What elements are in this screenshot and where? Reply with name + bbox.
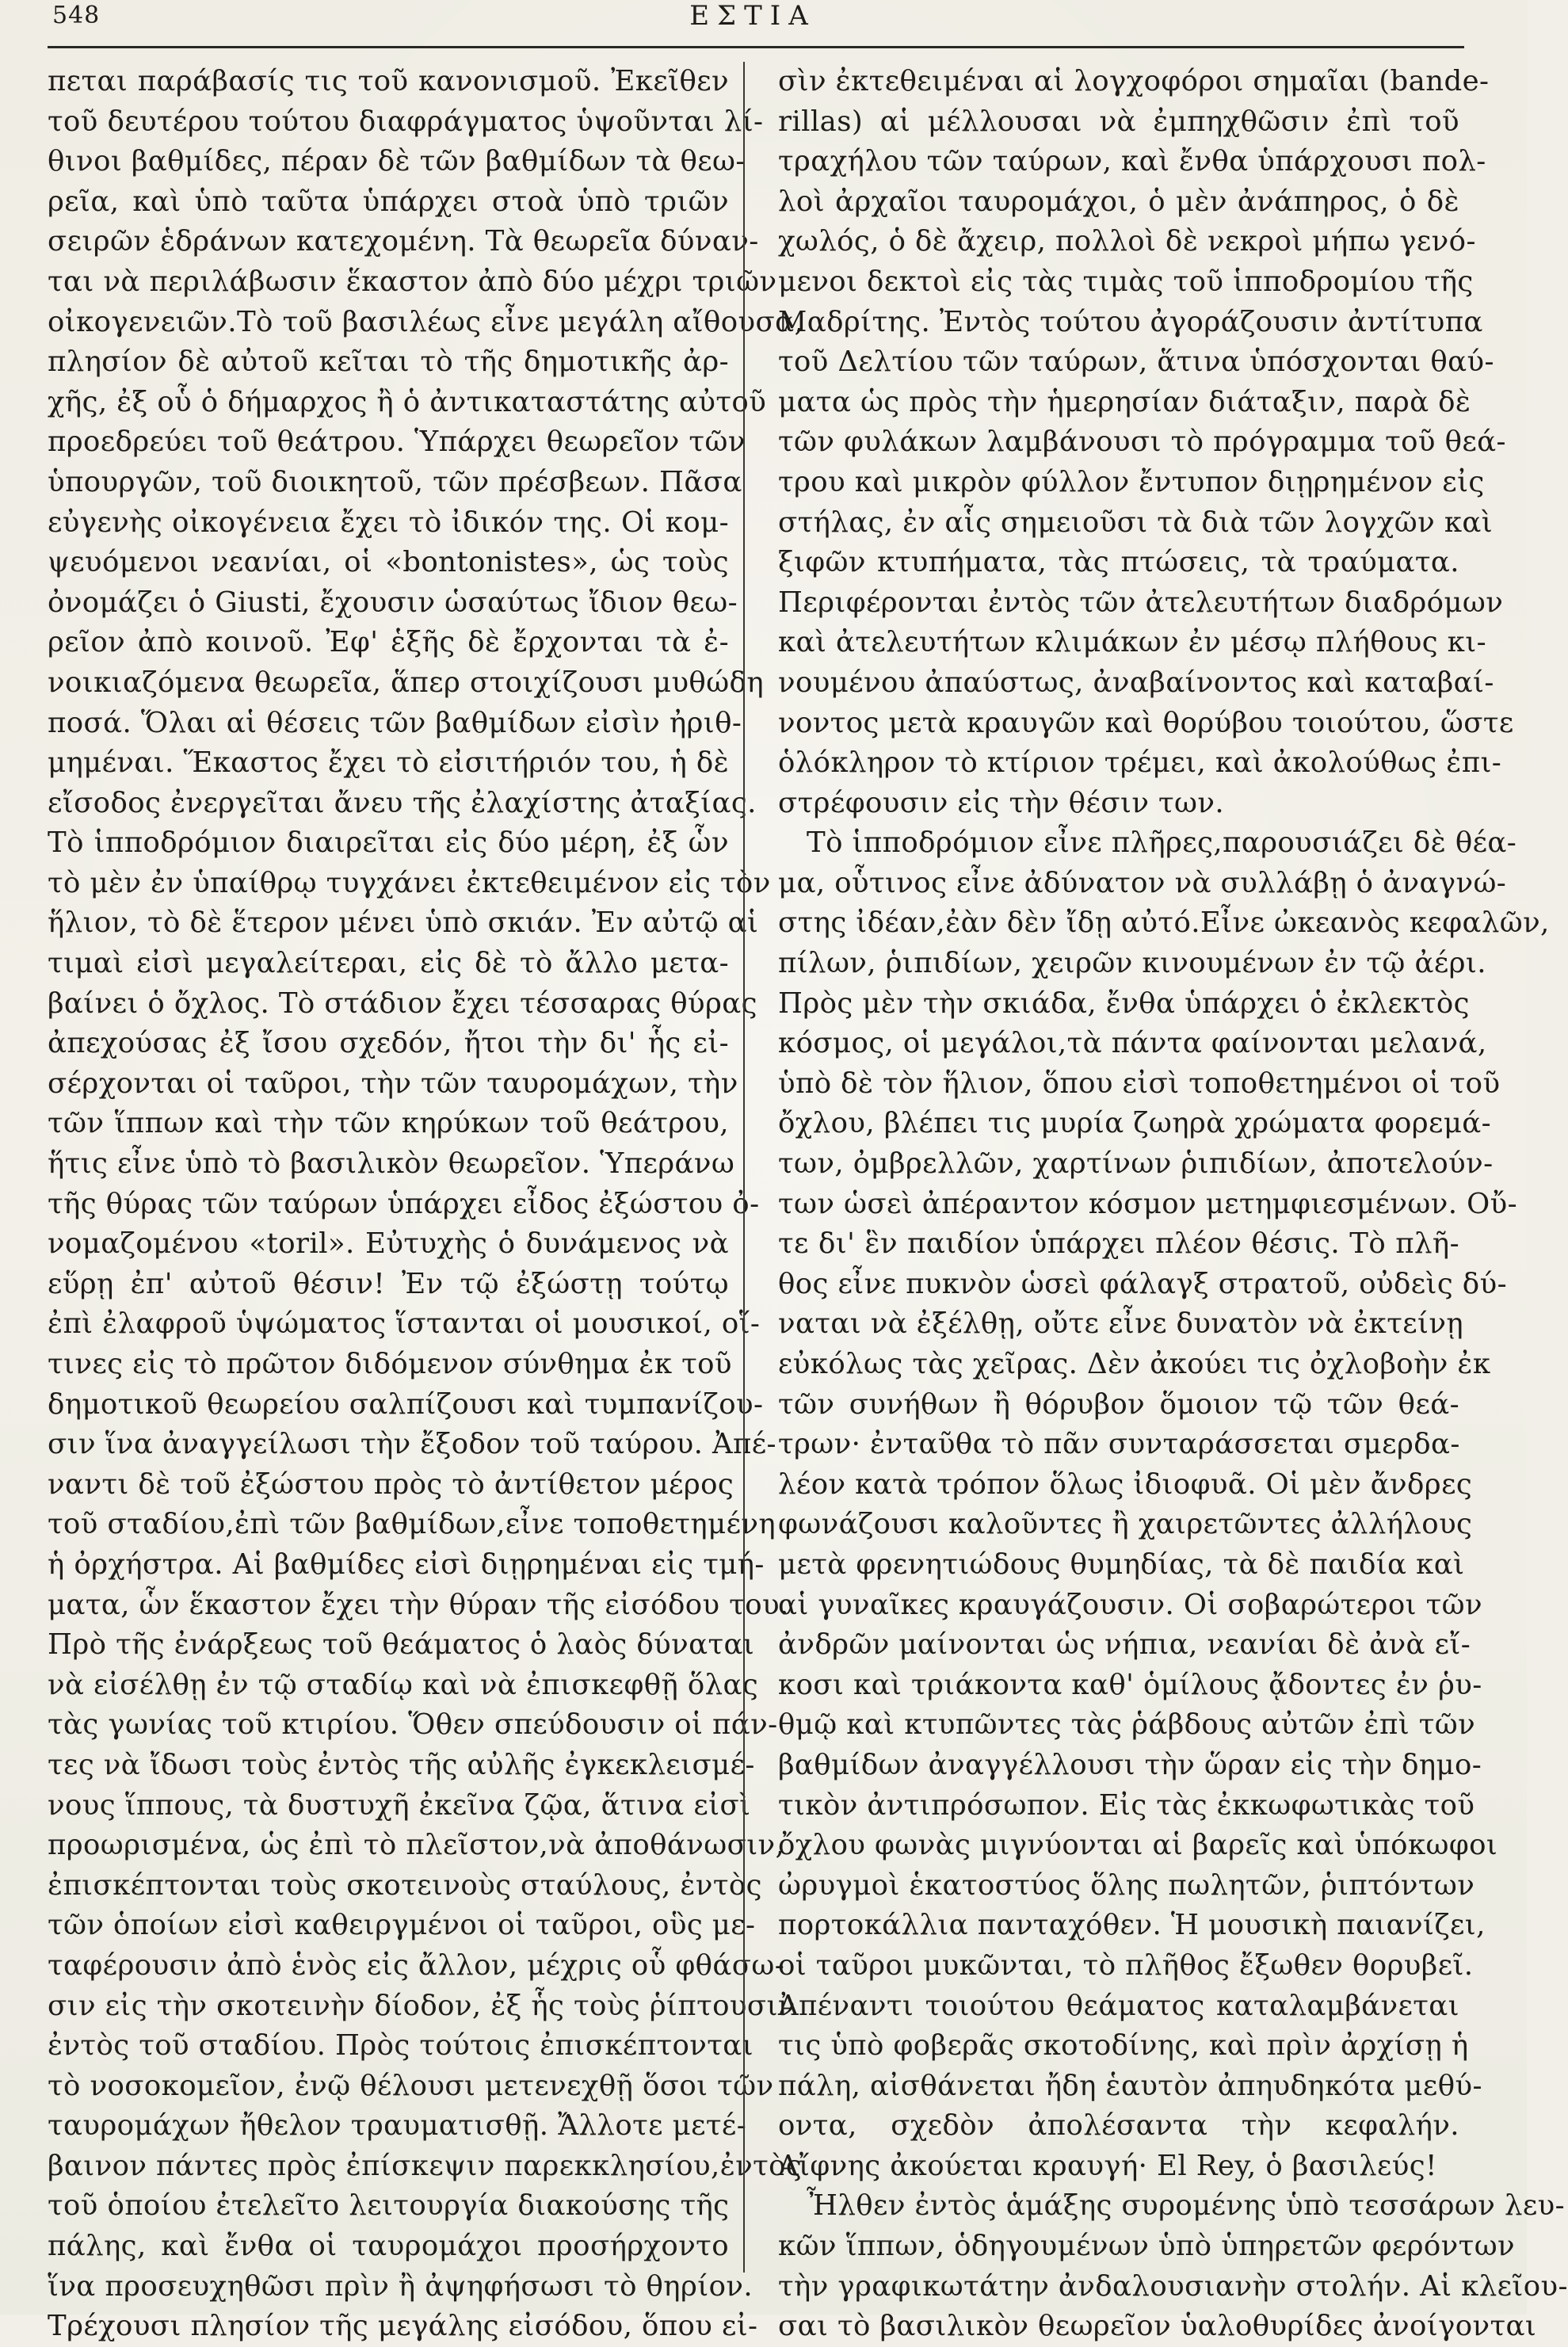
text-line: χωλός, ὁ δὲ ἄχειρ, πολλοὶ δὲ νεκροὶ μήπω γενό- [778, 225, 1476, 258]
text-line: προεδρεύει τοῦ θεάτρου. Ὑπάρχει θεωρεῖον τῶν [48, 426, 746, 459]
text-line: μα, οὗτινος εἶνε ἀδύνατον νὰ συλλάβῃ ὁ ἀναγνώ- [778, 866, 1507, 899]
text-line: οντα, σχεδὸν ἀπολέσαντα τὴν κεφαλήν. [778, 2109, 1459, 2143]
text-line: στήλας, ἐν αἷς σημειοῦσι τὰ διὰ τῶν λογχῶν καὶ [778, 506, 1494, 539]
text-line: Ἀπέναντι τοιούτου θεάματος καταλαμβάνεται [778, 1989, 1459, 2022]
page-number: 548 [52, 2, 101, 29]
right-column [778, 62, 1568, 2343]
text-line: στης ἰδέαν,ἐὰν δὲν ἴδῃ αὐτό.Εἶνε ὠκεανὸς κεφαλῶν, [778, 906, 1550, 940]
text-line: πάλη, αἰσθάνεται ἤδη ἑαυτὸν ἀπηυδηκότα μεθύ- [778, 2069, 1482, 2102]
text-line: ἀνδρῶν μαίνονται ὡς νήπια, νεανίαι δὲ ἀνὰ εἴ- [778, 1628, 1471, 1662]
text-line: ψευόμενοι νεανίαι, οἱ «bontonistes», ὡς τοὺς [48, 546, 729, 579]
text-line: νομαζομένου «toril». Εὐτυχὴς ὁ δυνάμενος νὰ [48, 1227, 729, 1261]
text-line: τιμαὶ εἰσὶ μεγαλείτεραι, εἰς δὲ τὸ ἄλλο μετα- [48, 947, 729, 980]
text-line: τοῦ δευτέρου τούτου διαφράγματος ὑψοῦνται λί- [48, 105, 764, 138]
text-line: σέρχονται οἱ ταῦροι, τὴν τῶν ταυρομάχων, τὴν [48, 1067, 738, 1100]
text-line: νους ἵππους, τὰ δυστυχῆ ἐκεῖνα ζῷα, ἅτινα εἰσὶ [48, 1788, 751, 1822]
text-line: ἥλιον, τὸ δὲ ἕτερον μένει ὑπὸ σκιάν. Ἐν αὐτῷ αἱ [48, 906, 759, 940]
text-line: κοσι καὶ τριάκοντα καθ' ὁμίλους ᾄδοντες ἐν ῥυ- [778, 1668, 1482, 1701]
text-line: τῶν φυλάκων λαμβάνουσι τὸ πρόγραμμα τοῦ θεά- [778, 426, 1506, 459]
text-line: πάλης, καὶ ἔνθα οἱ ταυρομάχοι προσήρχοντο [48, 2230, 729, 2263]
text-line: Πρὸ τῆς ἐνάρξεως τοῦ θεάματος ὁ λαὸς δύναται [48, 1628, 755, 1662]
text-line: ταυρομάχων ἤθελον τραυματισθῇ. Ἄλλοτε μετέ- [48, 2109, 747, 2143]
text-line: ρεῖον ἀπὸ κοινοῦ. Ἐφ' ἑξῆς δὲ ἔρχονται τὰ ἐ- [48, 626, 729, 659]
text-line: θμῷ καὶ κτυπῶντες τὰς ῥάβδους αὐτῶν ἐπὶ τῶν [778, 1708, 1476, 1742]
text-line: τρου καὶ μικρὸν φύλλον ἔντυπον διῃρημένον εἰς [778, 465, 1485, 498]
text-line: Αἴφνης ἀκούεται κραυγή· El Rey, ὁ βασιλεύς! [778, 2149, 1437, 2182]
text-line: ἐπισκέπτονται τοὺς σκοτεινοὺς σταύλους, ἐντὸς [48, 1868, 762, 1902]
text-line: ξιφῶν κτυπήματα, τὰς πτώσεις, τὰ τραύματα. [778, 546, 1459, 579]
text-line: ὀνομάζει ὁ Giusti, ἔχουσιν ὡσαύτως ἴδιον θεω- [48, 586, 738, 619]
text-line: μημέναι. Ἕκαστος ἔχει τὸ εἰσιτήριόν του, ἡ δὲ [48, 746, 730, 780]
text-line: δημοτικοῦ θεωρείου σαλπίζουσι καὶ τυμπανίζου- [48, 1387, 764, 1421]
text-line: τοῦ ὁποίου ἐτελεῖτο λειτουργία διακούσης τῆς [48, 2189, 730, 2223]
text-line: εὐκόλως τὰς χεῖρας. Δὲν ἀκούει τις ὀχλοβοὴν ἐκ [778, 1348, 1491, 1380]
text-line: βαινον πάντες πρὸς ἐπίσκεψιν παρεκκλησίου,ἐντὸς [48, 2149, 803, 2182]
text-line: σαι τὸ βασιλικὸν θεωρεῖον ὑαλοθυρίδες ἀνοίγονται [778, 2310, 1537, 2343]
text-line: Ἦλθεν ἐντὸς ἁμάξης συρομένης ὑπὸ τεσσάρων λευ- [807, 2189, 1566, 2223]
text-line: Τὸ ἱπποδρόμιον εἶνε πλῆρες,παρουσιάζει δὲ θέα- [807, 826, 1517, 860]
text-line: rillas) αἱ μέλλουσαι νὰ ἐμπηχθῶσιν ἐπὶ τοῦ [778, 105, 1459, 138]
text-line: ὄχλου φωνὰς μιγνύονται αἱ βαρεῖς καὶ ὑπόκωφοι [778, 1829, 1498, 1862]
text-line: Περιφέρονται ἐντὸς τῶν ἀτελευτήτων διαδρόμων [778, 586, 1504, 619]
text-line: οἱ ταῦροι μυκῶνται, τὸ πλῆθος ἔξωθεν θορυβεῖ. [778, 1948, 1474, 1982]
text-line: ἵνα προσευχηθῶσι πρὶν ἢ ἀψηφήσωσι τὸ θηρίον. [48, 2269, 753, 2303]
text-line: νοικιαζόμενα θεωρεῖα, ἅπερ στοιχίζουσι μυθώδη [48, 666, 764, 699]
text-line: νοντος μετὰ κραυγῶν καὶ θορύβου τοιούτου, ὥστε [778, 706, 1514, 739]
text-line: εὕρῃ ἐπ' αὐτοῦ θέσιν! Ἐν τῷ ἐξώστῃ τούτῳ [48, 1267, 729, 1300]
text-line: προωρισμένα, ὡς ἐπὶ τὸ πλεῖστον,νὰ ἀποθάνωσιν, [48, 1829, 785, 1862]
text-line: οἰκογενειῶν.Τὸ τοῦ βασιλέως εἶνε μεγάλη αἴθουσα, [48, 305, 804, 338]
text-line: ματα, ὧν ἕκαστον ἔχει τὴν θύραν τῆς εἰσόδου του. [48, 1588, 789, 1621]
text-line: φωνάζουσι καλοῦντες ἢ χαιρετῶντες ἀλλήλους [778, 1508, 1473, 1541]
text-line: ἀπεχούσας ἐξ ἴσου σχεδόν, ἤτοι τὴν δι' ἧς εἰ- [48, 1027, 729, 1060]
text-line: πλησίον δὲ αὐτοῦ κεῖται τὸ τῆς δημοτικῆς ἀρ- [48, 345, 729, 379]
text-line: των, ὀμβρελλῶν, χαρτίνων ῥιπιδίων, ἀποτελούν- [778, 1147, 1494, 1181]
text-line: τικὸν ἀντιπρόσωπον. Εἰς τὰς ἐκκωφωτικὰς τοῦ [778, 1788, 1475, 1822]
text-line: τοῦ Δελτίου τῶν ταύρων, ἅτινα ὑπόσχονται θαύ- [778, 345, 1494, 379]
text-line: τῆς θύρας τῶν ταύρων ὑπάρχει εἶδος ἐξώστου ὀ- [48, 1187, 760, 1220]
text-line: πορτοκάλλια πανταχόθεν. Ἡ μουσικὴ παιανίζει, [778, 1909, 1486, 1942]
text-line: τῶν ὁποίων εἰσὶ καθειργμένοι οἱ ταῦροι, οὓς με- [48, 1909, 756, 1942]
text-line: ἐπὶ ἐλαφροῦ ὑψώματος ἵστανται οἱ μουσικοί, οἵ- [48, 1307, 761, 1341]
text-line: σιν ἵνα ἀναγγείλωσι τὴν ἔξοδον τοῦ ταύρου. Ἀπέ- [48, 1428, 776, 1461]
text-line: μετὰ φρενητιώδους θυμηδίας, τὰ δὲ παιδία καὶ [778, 1547, 1465, 1581]
text-line: ὠρυγμοὶ ἑκατοστύος ὅλης πωλητῶν, ῥιπτόντων [778, 1868, 1475, 1902]
text-line: ὄχλου, βλέπει τις μυρία ζωηρὰ χρώματα φορεμά- [778, 1107, 1492, 1140]
text-line: λέον κατὰ τρόπον ὅλως ἰδιοφυᾶ. Οἱ μὲν ἄνδρες [778, 1467, 1473, 1501]
text-line: των ὡσεὶ ἀπέραντον κόσμον μετημφιεσμένων. Οὔ- [778, 1187, 1517, 1220]
text-line: τινες εἰς τὸ πρῶτον διδόμενον σύνθημα ἐκ τοῦ [48, 1348, 732, 1380]
text-line: σιν εἰς τὴν σκοτεινὴν δίοδον, ἐξ ἧς τοὺς ῥίπτουσιν [48, 1989, 795, 2022]
left-column [48, 62, 804, 2343]
text-line: αἱ γυναῖκες κραυγάζουσιν. Οἱ σοβαρώτεροι τῶν [778, 1588, 1482, 1621]
text-line: ρεῖα, καὶ ὑπὸ ταῦτα ὑπάρχει στοὰ ὑπὸ τριῶν [48, 185, 729, 218]
text-line: σειρῶν ἑδράνων κατεχομένη. Τὰ θεωρεῖα δύναν- [48, 225, 759, 258]
text-line: τρων· ἐνταῦθα τὸ πᾶν συνταράσσεται σμερδα- [778, 1428, 1460, 1461]
text-line: Τρέχουσι πλησίον τῆς μεγάλης εἰσόδου, ὅπου εἰ- [48, 2310, 758, 2343]
text-line: χῆς, ἐξ οὗ ὁ δήμαρχος ἢ ὁ ἀντικαταστάτης αὐτοῦ [48, 385, 767, 418]
text-line: πίλων, ῥιπιδίων, χειρῶν κινουμένων ἐν τῷ ἀέρι. [778, 947, 1486, 980]
text-line: ὁλόκληρον τὸ κτίριον τρέμει, καὶ ἀκολούθως ἐπι- [778, 746, 1502, 780]
text-line: τὸ μὲν ἐν ὑπαίθρῳ τυγχάνει ἐκτεθειμένον εἰς τὸν [48, 866, 771, 899]
text-line: πεται παράβασίς τις τοῦ κανονισμοῦ. Ἐκεῖθεν [48, 65, 729, 97]
text-line: τις ὑπὸ φοβερᾶς σκοτοδίνης, καὶ πρὶν ἀρχίσῃ ἡ [778, 2029, 1469, 2063]
text-line: τραχήλου τῶν ταύρων, καὶ ἔνθα ὑπάρχουσι πολ- [778, 145, 1486, 178]
text-line: νουμένου ἀπαύστως, ἀναβαίνοντος καὶ καταβαί- [778, 666, 1494, 699]
text-line: βαθμίδων ἀναγγέλλουσι τὴν ὥραν εἰς τὴν δημο- [778, 1748, 1482, 1781]
text-line: ναντι δὲ τοῦ ἐξώστου πρὸς τὸ ἀντίθετον μέρος [48, 1467, 734, 1501]
text-line: μενοι δεκτοὶ εἰς τὰς τιμὰς τοῦ ἱπποδρομίου τῆς [778, 265, 1474, 298]
text-line: ἐντὸς τοῦ σταδίου. Πρὸς τούτοις ἐπισκέπτονται [48, 2029, 753, 2063]
text-line: τῶν ἵππων καὶ τὴν τῶν κηρύκων τοῦ θεάτρου, [48, 1107, 729, 1140]
text-line: νὰ εἰσέλθῃ ἐν τῷ σταδίῳ καὶ νὰ ἐπισκεφθῇ ὅλας [48, 1668, 759, 1701]
text-line: τὰς γωνίας τοῦ κτιρίου. Ὅθεν σπεύδουσιν οἱ πάν- [48, 1708, 778, 1742]
text-line: τὴν γραφικωτάτην ἀνδαλουσιανὴν στολήν. Αἱ κλεῖου- [778, 2269, 1568, 2303]
text-line: εὐγενὴς οἰκογένεια ἔχει τὸ ἰδικόν της. Οἱ κομ- [48, 506, 729, 539]
text-line: σὶν ἐκτεθειμέναι αἱ λογχοφόροι σημαῖαι (bande- [778, 65, 1490, 97]
text-line: ματα ὡς πρὸς τὴν ἡμερησίαν διάταξιν, παρὰ δὲ [778, 385, 1471, 418]
text-line: τῶν συνήθων ἢ θόρυβον ὅμοιον τῷ τῶν θεά- [778, 1387, 1459, 1421]
header-rule [48, 46, 1464, 48]
text-line: τε δι' ἓν παιδίον ὑπάρχει πλέον θέσις. Τὸ πλῆ- [778, 1227, 1459, 1261]
text-line: θος εἶνε πυκνὸν ὡσεὶ φάλαγξ στρατοῦ, οὐδεὶς δύ- [778, 1267, 1507, 1300]
text-line: ἡ ὀρχήστρα. Αἱ βαθμίδες εἰσὶ διῃρημέναι εἰς τμή- [48, 1547, 765, 1581]
text-line: ὑπουργῶν, τοῦ διοικητοῦ, τῶν πρέσβεων. Πᾶσα [48, 465, 742, 498]
column-divider [743, 62, 745, 2273]
text-line: καὶ ἀτελευτήτων κλιμάκων ἐν μέσῳ πλήθους κι- [778, 626, 1486, 659]
text-line: ταφέρουσιν ἀπὸ ἑνὸς εἰς ἄλλον, μέχρις οὗ φθάσω- [48, 1948, 785, 1982]
text-line: Πρὸς μὲν τὴν σκιάδα, ἔνθα ὑπάρχει ὁ ἐκλεκτὸς [778, 987, 1470, 1020]
text-line: ται νὰ περιλάβωσιν ἕκαστον ἀπὸ δύο μέχρι τριῶν [48, 265, 777, 298]
text-line: λοὶ ἀρχαῖοι ταυρομάχοι, ὁ μὲν ἀνάπηρος, ὁ δὲ [778, 185, 1459, 218]
text-line: κῶν ἵππων, ὁδηγουμένων ὑπὸ ὑπηρετῶν φερόντων [778, 2230, 1516, 2263]
text-line: τοῦ σταδίου,ἐπὶ τῶν βαθμίδων,εἶνε τοποθετημένη [48, 1508, 776, 1541]
text-line: τὸ νοσοκομεῖον, ἐνῷ θέλουσι μετενεχθῇ ὅσοι τῶν [48, 2069, 774, 2102]
text-line: ἥτις εἶνε ὑπὸ τὸ βασιλικὸν θεωρεῖον. Ὑπεράνω [48, 1147, 735, 1181]
text-line: κόσμος, οἱ μεγάλοι,τὰ πάντα φαίνονται μελανά, [778, 1027, 1487, 1060]
journal-title: ΕΣΤΙΑ [689, 0, 816, 32]
text-line: θινοι βαθμίδες, πέραν δὲ τῶν βαθμίδων τὰ θεω- [48, 145, 746, 178]
text-line: βαίνει ὁ ὄχλος. Τὸ στάδιον ἔχει τέσσαρας θύρας [48, 987, 757, 1020]
text-line: Μαδρίτης. Ἐντὸς τούτου ἀγοράζουσιν ἀντίτυπα [778, 305, 1483, 338]
text-line: ὑπὸ δὲ τὸν ἥλιον, ὅπου εἰσὶ τοποθετημένοι οἱ τοῦ [778, 1067, 1501, 1100]
text-line: Τὸ ἱπποδρόμιον διαιρεῖται εἰς δύο μέρη, ἐξ ὧν [48, 826, 729, 860]
text-line: ποσά. Ὅλαι αἱ θέσεις τῶν βαθμίδων εἰσὶν ἠριθ- [48, 706, 742, 739]
text-line: εἴσοδος ἐνεργεῖται ἄνευ τῆς ἐλαχίστης ἀταξίας. [48, 786, 757, 819]
text-line: ναται νὰ ἐξέλθῃ, οὔτε εἶνε δυνατὸν νὰ ἐκτείνῃ [778, 1307, 1464, 1341]
running-head [48, 0, 1458, 41]
text-line: τες νὰ ἴδωσι τοὺς ἐντὸς τῆς αὐλῆς ἐγκεκλεισμέ- [48, 1748, 755, 1781]
text-line: στρέφουσιν εἰς τὴν θέσιν των. [778, 786, 1225, 819]
